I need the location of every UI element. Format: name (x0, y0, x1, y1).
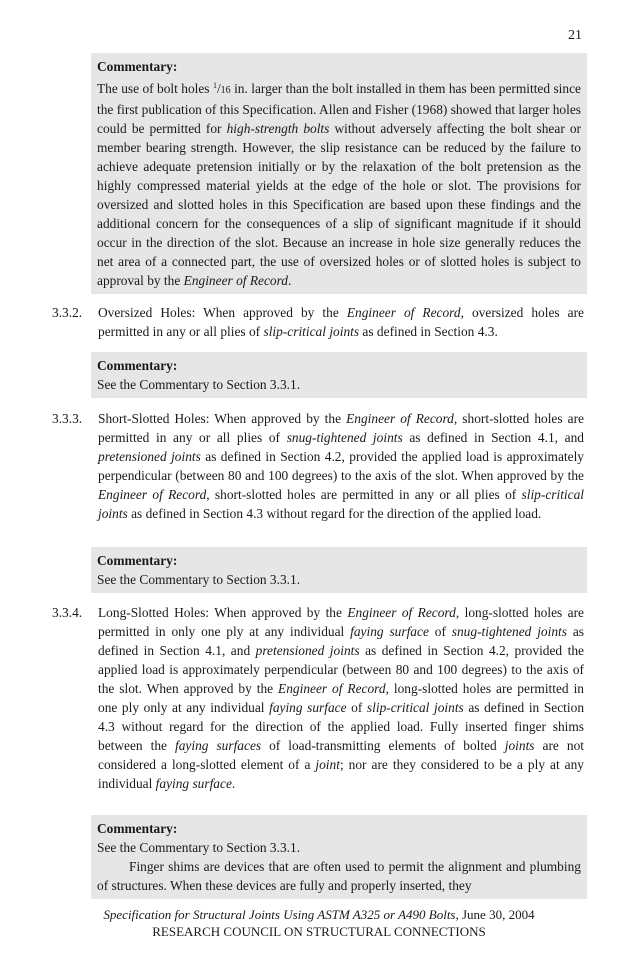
footer-council: RESEARCH COUNCIL ON STRUCTURAL CONNECTIONS (152, 924, 486, 939)
commentary-box-3-3-4 (91, 815, 587, 899)
commentary-paragraph: Finger shims are devices that are often used to permit the alignment and plumbing of structures. When these devices are fully and properly inserted, they (97, 859, 581, 893)
commentary-heading: Commentary: (97, 358, 178, 373)
commentary-box-3-3-3 (91, 547, 587, 593)
section-3-3-3 (52, 409, 584, 523)
section-number: 3.3.2. (52, 305, 83, 320)
commentary-box-3-3-1 (91, 53, 587, 294)
section-text: Long-Slotted Holes: When approved by the Engineer of Record, long-slotted holes are permitted in only one ply at any individual faying surface of snug-tightened joints as defined in Section 4.1, and pretensioned joints as defined in Section 4.2, provided the applied load is approximately perpendicular (between 80 and 100 degrees) to the axis of the slot. When approved by the Engineer of Record, long-slotted holes are permitted in one ply only at any individual faying surface of slip-critical joints as defined in Section 4.3 without regard for the direction of the applied load. Fully inserted finger shims between the faying surfaces of load-transmitting elements of bolted joints are not considered a long-slotted element of a joint; nor are they considered to be a ply at any individual faying surface. (98, 605, 585, 791)
section-text: Oversized Holes: When approved by the Engineer of Record, oversized holes are permitted in any or all plies of slip-critical joints as defined in Section 4.3. (98, 305, 584, 339)
section-number: 3.3.4. (52, 605, 83, 620)
commentary-heading: Commentary: (97, 821, 178, 836)
footer-spec-line: Specification for Structural Joints Using ASTM A325 or A490 Bolts, June 30, 2004 (103, 907, 535, 922)
page-number: 21 (568, 28, 582, 43)
commentary-text: See the Commentary to Section 3.3.1. (97, 572, 301, 587)
commentary-text: See the Commentary to Section 3.3.1. (97, 840, 301, 855)
section-number: 3.3.3. (52, 411, 83, 426)
commentary-text: The use of bolt holes $^1$/16 in. larger than the bolt installed in them has been permitted since the first publication of this Specification. Allen and Fisher (1968) showed that larger holes could be permitted for high-strength bolts without adversely affecting the bolt shear or member bearing strength. However, the slip resistance can be reduced by the failure to achieve adequate pretension initially or by the relaxation of the bolt pretension as the highly compressed material yields at the edge of the hole or slot. The provisions for oversized and slotted holes in this Specification are based upon these findings and the additional concern for the consequences of a slip of significant magnitude if it should occur in the direction of the slot. Because an increase in hole size generally reduces the net area of a connected part, the use of oversized holes or of slotted holes is subject to approval by the Engineer of Record. (97, 81, 581, 288)
commentary-text: See the Commentary to Section 3.3.1. (97, 377, 301, 392)
commentary-heading: Commentary: (97, 59, 178, 74)
page-footer (0, 906, 638, 940)
commentary-box-3-3-2 (91, 352, 587, 398)
commentary-heading: Commentary: (97, 553, 178, 568)
section-3-3-4 (52, 603, 584, 793)
section-text: Short-Slotted Holes: When approved by the Engineer of Record, short-slotted holes are permitted in any or all plies of snug-tightened joints as defined in Section 4.1, and pretensioned joints as defined in Section 4.2, provided the applied load is approximately perpendicular (between 80 and 100 degrees) to the axis of the slot. When approved by the Engineer of Record, short-slotted holes are permitted in any or all plies of slip-critical joints as defined in Section 4.3 without regard for the direction of the applied load. (98, 411, 585, 521)
section-3-3-2 (52, 303, 584, 341)
